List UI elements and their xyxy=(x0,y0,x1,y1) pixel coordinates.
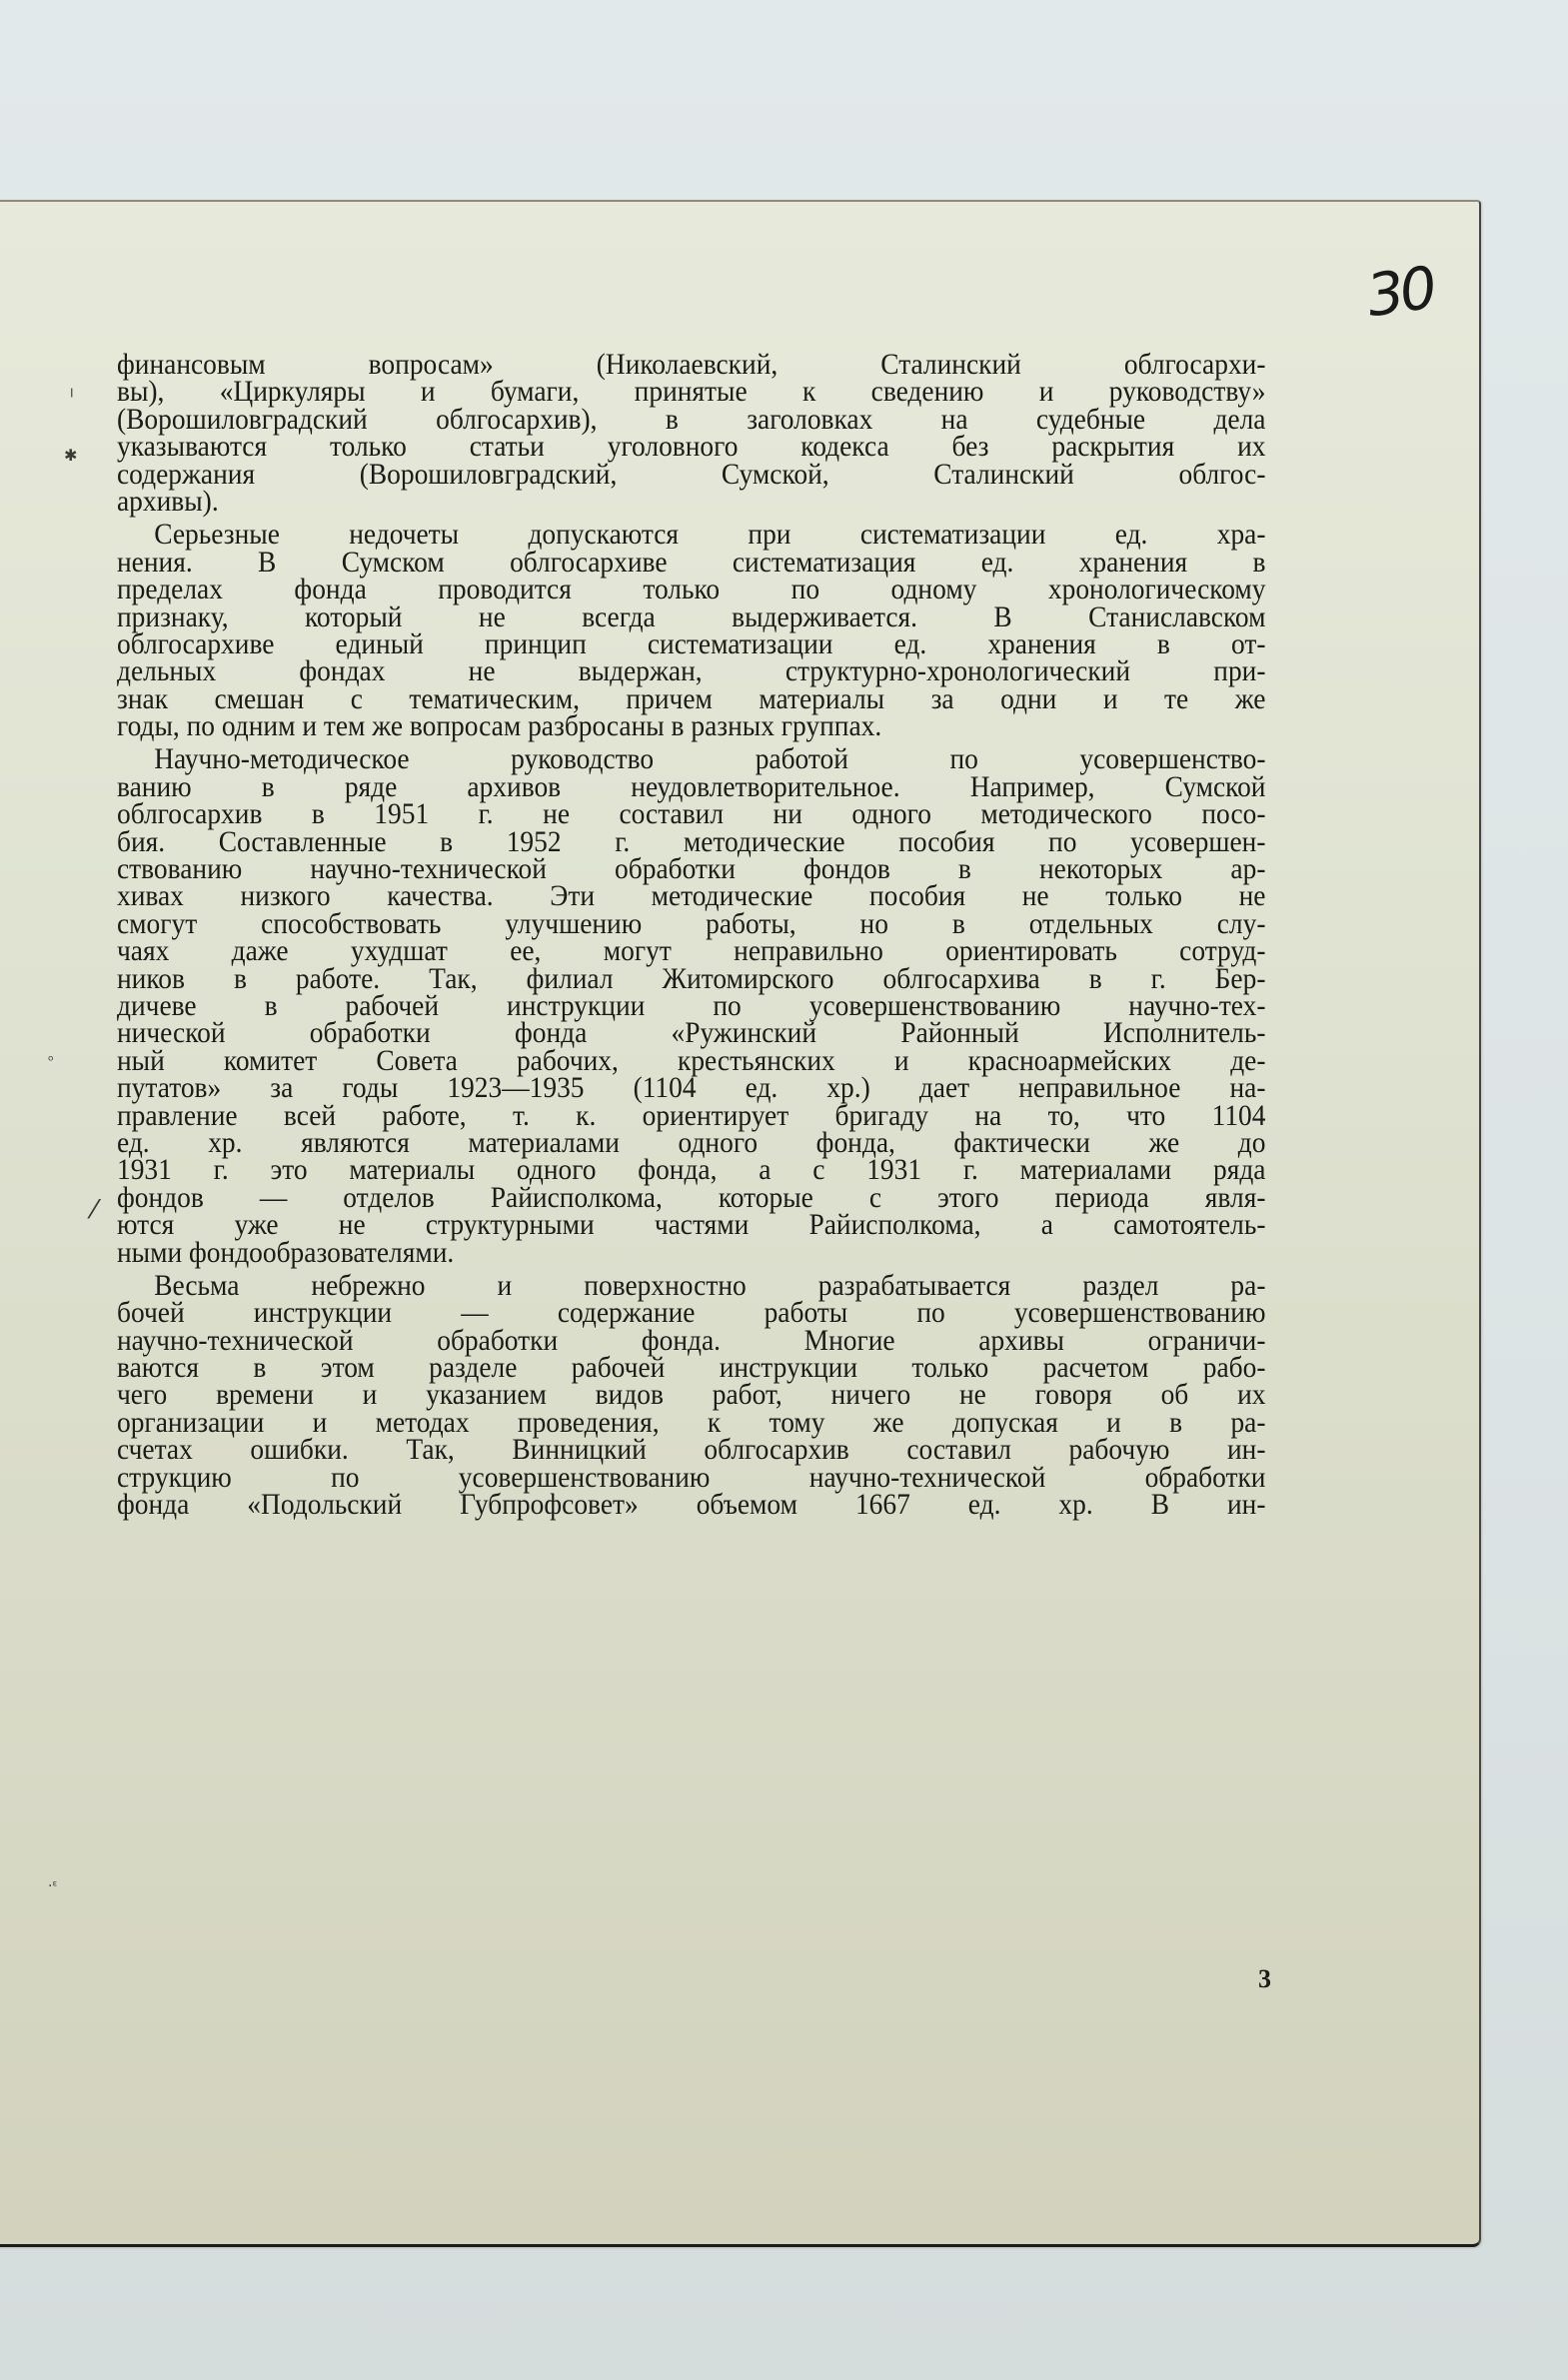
text-line: ваются в этом разделе рабочей инструкции только расчетом рабо- xyxy=(117,1352,1266,1385)
text-line: Весьма небрежно и поверхностно разрабатывается раздел ра- xyxy=(154,1269,1266,1302)
text-line: Серьезные недочеты допускаются при систематизации ед. хра- xyxy=(154,519,1266,552)
text-line: путатов» за годы 1923—1935 (1104 ед. хр.) дает неправильное на- xyxy=(117,1072,1266,1105)
paragraph xyxy=(117,1269,1266,1522)
punch-hole-mark: ✱ xyxy=(64,446,78,465)
text-line: архивы). xyxy=(117,485,219,518)
text-line: содержания (Ворошиловградский, Сумской, Сталинский облгос- xyxy=(117,458,1266,491)
text-line: нения. В Сумском облгосархиве систематизация ед. хранения в xyxy=(117,546,1266,579)
punch-hole-mark: ·ᵋ xyxy=(48,1878,58,1894)
text-line: годы, по одним и тем же вопросам разбросаны в разных группах. xyxy=(117,710,882,743)
text-line: организации и методах проведения, к тому же допуская и в ра- xyxy=(117,1406,1266,1439)
text-line: струкцию по усовершенствованию научно-технической обработки xyxy=(117,1461,1266,1494)
text-line: фондов — отделов Райисполкома, которые с этого периода явля- xyxy=(117,1181,1266,1214)
handwritten-folio-number: 30 xyxy=(1362,253,1438,331)
text-line: (Ворошиловградский облгосархив), в заголовках на судебные дела xyxy=(117,403,1266,436)
text-line: вы), «Циркуляры и бумаги, принятые к сведению и руководству» xyxy=(117,376,1266,409)
paragraph xyxy=(117,743,1266,1269)
text-line: чаях даже ухудшат ее, могут неправильно ориентировать сотруд- xyxy=(117,935,1266,968)
text-line: смогут способствовать улучшению работы, но в отдельных слу- xyxy=(117,907,1266,940)
punch-hole-mark: ᵒ xyxy=(48,1053,54,1069)
text-line: чего времени и указанием видов работ, ничего не говоря об их xyxy=(117,1379,1266,1412)
text-line: ников в работе. Так, филиал Житомирского облгосархива в г. Бер- xyxy=(117,962,1266,995)
text-line: нической обработки фонда «Ружинский Районный Исполнитель- xyxy=(117,1017,1266,1050)
text-line: правление всей работе, т. к. ориентирует бригаду на то, что 1104 xyxy=(117,1099,1266,1132)
text-line: облгосархив в 1951 г. не составил ни одного методического посо- xyxy=(117,798,1266,831)
document-body xyxy=(117,349,1266,1525)
text-line: ными фондообразователями. xyxy=(117,1236,455,1269)
text-line: ный комитет Совета рабочих, крестьянских и красноармейских де- xyxy=(117,1044,1266,1077)
text-line: признаку, который не всегда выдерживается. В Станиславском xyxy=(117,600,1266,633)
text-line: ед. хр. являются материалами одного фонда, фактически же до xyxy=(117,1126,1266,1159)
punch-hole-mark: ⁄ xyxy=(92,1195,97,1225)
punch-hole-mark: ˡ xyxy=(70,385,74,409)
text-line: фонда «Подольский Губпрофсовет» объемом 1667 ед. хр. В ин- xyxy=(117,1489,1266,1522)
text-line: счетах ошибки. Так, Винницкий облгосархив составил рабочую ин- xyxy=(117,1434,1266,1467)
text-line: финансовым вопросам» (Николаевский, Сталинский облгосархи- xyxy=(117,349,1266,381)
text-line: бочей инструкции — содержание работы по усовершенствованию xyxy=(117,1297,1266,1330)
paragraph xyxy=(117,349,1266,518)
text-line: ются уже не структурными частями Райисполкома, а самотоятель- xyxy=(117,1209,1266,1242)
page-number: 3 xyxy=(1258,1964,1271,1993)
text-line: ствованию научно-технической обработки фондов в некоторых ар- xyxy=(117,853,1266,886)
text-line: 1931 г. это материалы одного фонда, а с 1931 г. материалами ряда xyxy=(117,1154,1266,1187)
text-line: пределах фонда проводится только по одному хронологическому xyxy=(117,574,1266,606)
paragraph xyxy=(117,519,1266,743)
text-line: ванию в ряде архивов неудовлетворительное. Например, Сумской xyxy=(117,770,1266,803)
text-line: Научно-методическое руководство работой по усовершенство- xyxy=(154,743,1266,776)
text-line: научно-технической обработки фонда. Многие архивы ограничи- xyxy=(117,1324,1266,1357)
text-line: знак смешан с тематическим, причем материалы за одни и те же xyxy=(117,682,1266,715)
text-line: дичеве в рабочей инструкции по усовершенствованию научно-тех- xyxy=(117,989,1266,1022)
text-line: хивах низкого качества. Эти методические пособия не только не xyxy=(117,880,1266,913)
text-line: бия. Составленные в 1952 г. методические пособия по усовершен- xyxy=(117,825,1266,858)
text-line: указываются только статьи уголовного кодекса без раскрытия их xyxy=(117,431,1266,464)
text-line: облгосархиве единый принцип систематизации ед. хранения в от- xyxy=(117,627,1266,660)
text-line: дельных фондах не выдержан, структурно-хронологический при- xyxy=(117,655,1266,688)
